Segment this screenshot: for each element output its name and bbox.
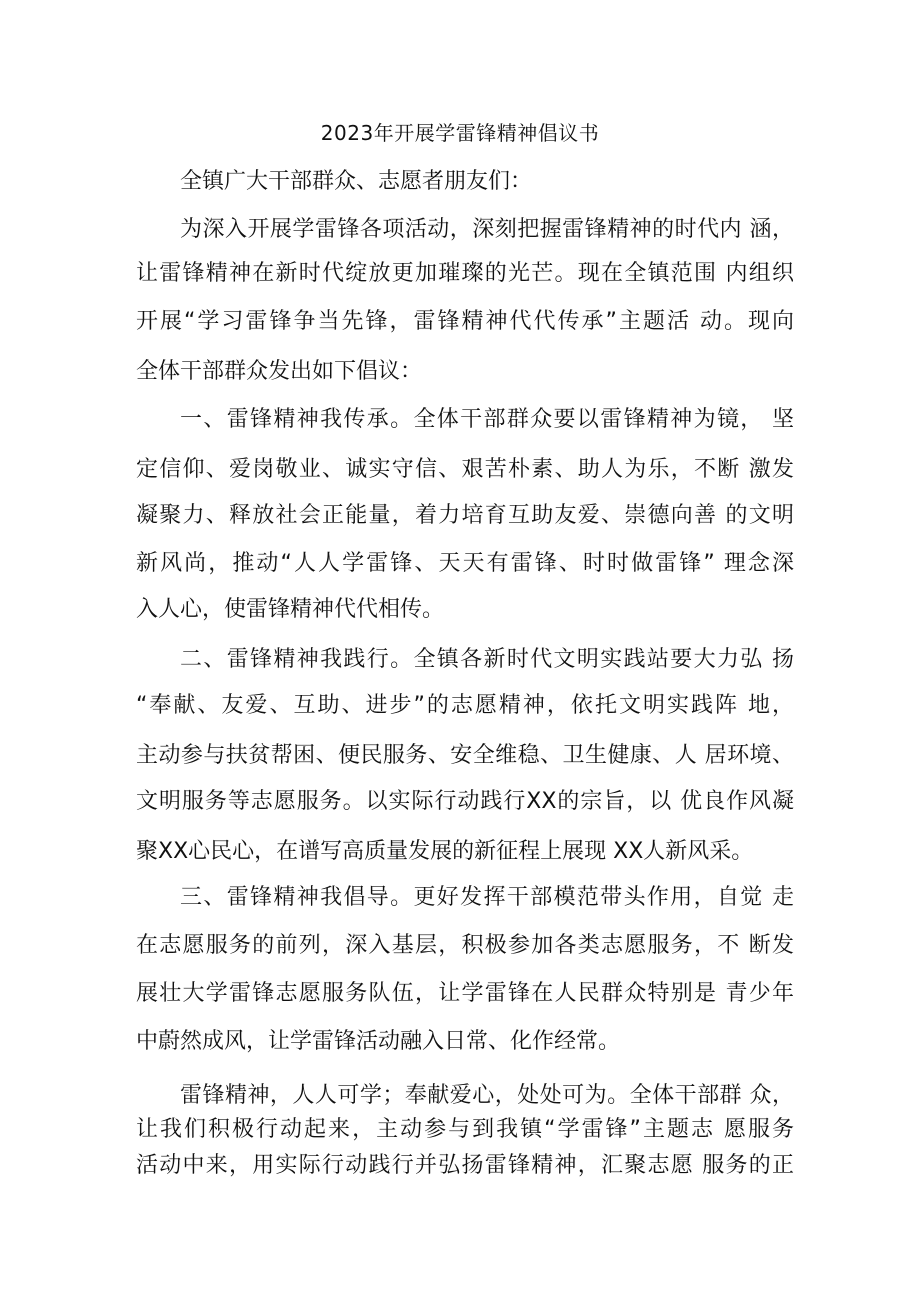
paragraph-3-line-3: 主动参与扶贫帮困、便民服务、安全维稳、卫生健康、人 居环境、: [136, 743, 794, 768]
paragraph-5-line-1: 雷锋精神，人人可学；奉献爱心，处处可为。全体干部群 众，: [180, 1083, 794, 1108]
paragraph-3-line-1: 二、雷锋精神我践行。全镇各新时代文明实践站要大力弘 扬: [180, 647, 794, 672]
paragraph-5-line-3: 活动中来，用实际行动践行并弘扬雷锋精神，汇聚志愿 服务的正: [136, 1153, 794, 1178]
paragraph-1-line-3: 开展“学习雷锋争当先锋，雷锋精神代代传承”主题活 动。现向: [136, 309, 794, 334]
paragraph-4-line-1: 三、雷锋精神我倡导。更好发挥干部模范带头作用，自觉 走: [180, 885, 794, 910]
paragraph-4-line-3: 展壮大学雷锋志愿服务队伍，让学雷锋在人民群众特别是 青少年: [136, 981, 794, 1006]
paragraph-4-line-2: 在志愿服务的前列，深入基层，积极参加各类志愿服务，不 断发: [136, 933, 794, 958]
paragraph-2-line-4: 新风尚，推动“人人学雷锋、天天有雷锋、时时做雷锋” 理念深: [136, 551, 794, 576]
paragraph-1-line-1: 为深入开展学雷锋各项活动，深刻把握雷锋精神的时代内 涵，: [180, 217, 794, 242]
paragraph-2-line-5: 入人心，使雷锋精神代代相传。: [136, 597, 445, 622]
paragraph-4-line-4: 中蔚然成风，让学雷锋活动融入日常、化作经常。: [136, 1029, 621, 1054]
paragraph-1-line-2: 让雷锋精神在新时代绽放更加璀璨的光芒。现在全镇范围 内组织: [136, 261, 794, 286]
paragraph-3-line-5: 聚XX心民心，在谱写高质量发展的新征程上展现 XX人新风采。: [136, 839, 754, 864]
paragraph-3-line-2: “奉献、友爱、互助、进步”的志愿精神，依托文明实践阵 地，: [136, 693, 794, 718]
paragraph-5-line-2: 让我们积极行动起来，主动参与到我镇“学雷锋”主题志 愿服务: [136, 1117, 794, 1142]
paragraph-3-line-4: 文明服务等志愿服务。以实际行动践行XX的宗旨，以 优良作风凝: [136, 789, 794, 814]
salutation-line: 全镇广大干部群众、志愿者朋友们：: [180, 169, 533, 194]
paragraph-2-line-3: 凝聚力、释放社会正能量，着力培育互助友爱、崇德向善 的文明: [136, 503, 794, 528]
paragraph-2-line-2: 定信仰、爱岗敬业、诚实守信、艰苦朴素、助人为乐，不断 激发: [136, 457, 794, 482]
document-title: 2023年开展学雷锋精神倡议书: [320, 121, 600, 145]
paragraph-1-line-4: 全体干部群众发出如下倡议：: [136, 359, 423, 384]
paragraph-2-line-1: 一、雷锋精神我传承。全体干部群众要以雷锋精神为镜， 坚: [180, 407, 794, 432]
